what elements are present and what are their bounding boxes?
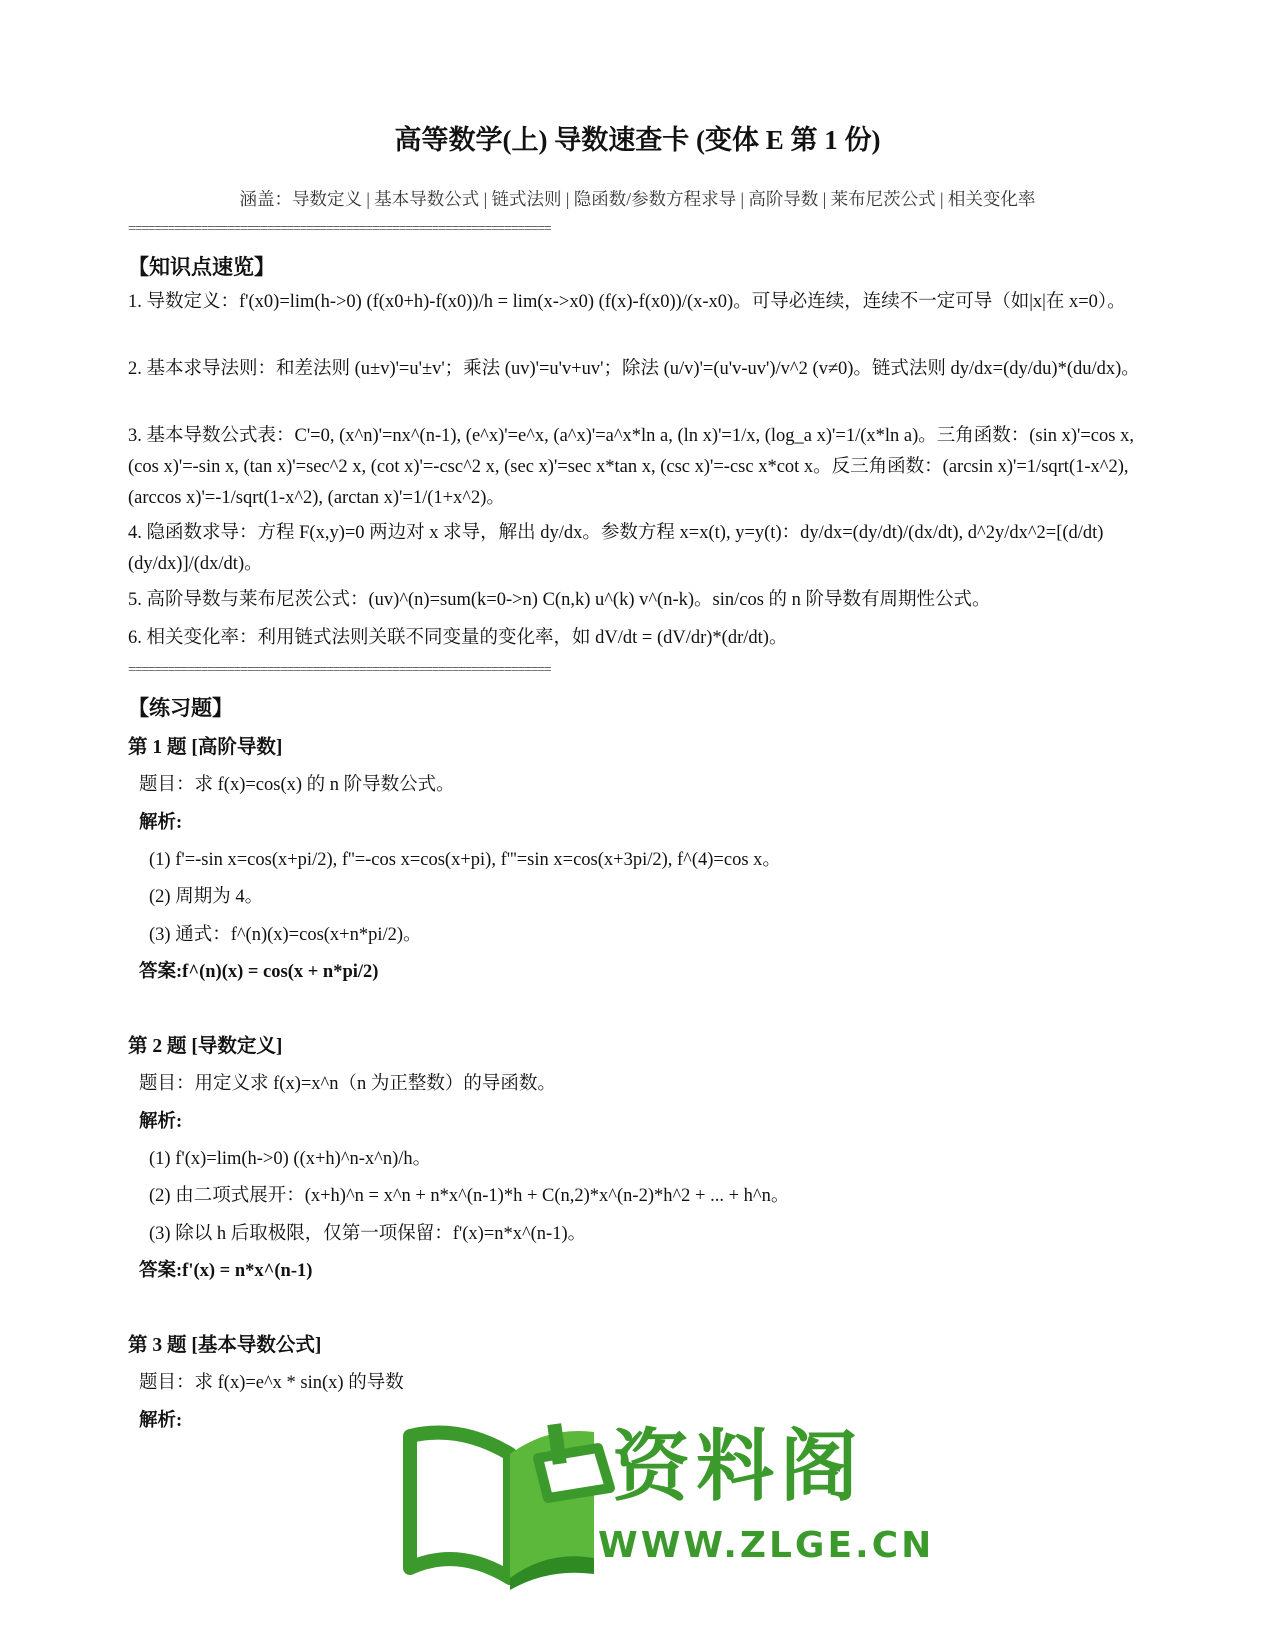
answer-label: 答案: [139, 1261, 183, 1281]
exercises-heading: 【练习题】 [128, 696, 233, 720]
divider: ================================================================ [128, 662, 551, 677]
analysis-step: (3) 通式：f^(n)(x)=cos(x+n*pi/2)。 [149, 925, 422, 945]
document-title: 高等数学(上) 导数速查卡 (变体 E 第 1 份) [394, 125, 881, 155]
analysis-step: (2) 由二项式展开：(x+h)^n = x^n + n*x^(n-1)*h + C(n,2)*x^(n-2)*h^2 + ... + h^n。 [149, 1186, 790, 1206]
knowledge-item: 5. 高阶导数与莱布尼茨公式：(uv)^(n)=sum(k=0->n) C(n,k) u^(k) v^(n-k)。sin/cos 的 n 阶导数有周期性公式。 [128, 590, 991, 610]
exercise-heading: 第 2 题 [导数定义] [128, 1036, 283, 1057]
analysis-label: 解析: [139, 813, 183, 833]
exercise-question: 题目：用定义求 f(x)=x^n（n 为正整数）的导函数。 [139, 1074, 556, 1094]
knowledge-item: 6. 相关变化率：利用链式法则关联不同变量的变化率，如 dV/dt = (dV/dr)*(dr/dt)。 [128, 628, 788, 648]
answer-line [139, 957, 378, 983]
knowledge-heading: 【知识点速览】 [128, 255, 275, 279]
exercise-question: 题目：求 f(x)=e^x * sin(x) 的导数 [139, 1373, 404, 1393]
exercise-heading: 第 1 题 [高阶导数] [128, 737, 283, 758]
analysis-step: (2) 周期为 4。 [149, 887, 264, 907]
analysis-label: 解析: [139, 1411, 183, 1431]
exercise-heading: 第 3 题 [基本导数公式] [128, 1335, 322, 1356]
knowledge-item: 2. 基本求导法则：和差法则 (u±v)'=u'±v'；乘法 (uv)'=u'v+uv'；除法 (u/v)'=(u'v-uv')/v^2 (v≠0)。链式法则 dy/dx=(dy/du)*(du/dx)。 [128, 359, 1140, 379]
knowledge-item: 1. 导数定义：f'(x0)=lim(h->0) (f(x0+h)-f(x0))/h = lim(x->x0) (f(x)-f(x0))/(x-x0)。可导必连续，连续不一定可导（如|x|在 x=0）。 [128, 292, 1126, 312]
answer-line [139, 1256, 312, 1282]
watermark-url: WWW.ZLGE.CN [598, 1525, 935, 1566]
answer-label: 答案: [139, 962, 183, 982]
answer-value: f^(n)(x) = cos(x + n*pi/2) [182, 962, 379, 982]
document-subtitle: 涵盖：导数定义 | 基本导数公式 | 链式法则 | 隐函数/参数方程求导 | 高阶导数 | 莱布尼茨公式 | 相关变化率 [239, 189, 1036, 209]
answer-value: f'(x) = n*x^(n-1) [182, 1261, 313, 1281]
analysis-step: (1) f'=-sin x=cos(x+pi/2), f''=-cos x=cos(x+pi), f'''=sin x=cos(x+3pi/2), f^(4)=cos x。 [149, 850, 781, 870]
analysis-step: (3) 除以 h 后取极限，仅第一项保留：f'(x)=n*x^(n-1)。 [149, 1224, 587, 1244]
analysis-step: (1) f'(x)=lim(h->0) ((x+h)^n-x^n)/h。 [149, 1149, 432, 1169]
watermark-brand: 资料阁 [612, 1422, 865, 1512]
knowledge-item: 3. 基本导数公式表：C'=0, (x^n)'=nx^(n-1), (e^x)'=e^x, (a^x)'=a^x*ln a, (ln x)'=1/x, (log_a x)'=1/(x*ln a)。三角函数：(sin x)'=cos x, (cos x)'=-sin x, (tan x)'=sec^2 x, (cot x)'=-csc^2 x, (sec x)'=sec x*tan x, (csc x)'=-csc x*cot x。反三角函数：(arcsin x)'=1/sqrt(1-x^2), (arccos x)'=-1/sqrt(1-x^2), (arctan x)'=1/(1+x^2)。 [128, 426, 1134, 508]
exercise-question: 题目：求 f(x)=cos(x) 的 n 阶导数公式。 [139, 775, 455, 795]
divider: ================================================================ [128, 221, 551, 236]
analysis-label: 解析: [139, 1112, 183, 1132]
knowledge-item: 4. 隐函数求导：方程 F(x,y)=0 两边对 x 求导，解出 dy/dx。参数方程 x=x(t), y=y(t)：dy/dx=(dy/dt)/(dx/dt), d^2y/dx^2=[(d/dt)(dy/dx)]/(dx/dt)。 [128, 523, 1104, 574]
